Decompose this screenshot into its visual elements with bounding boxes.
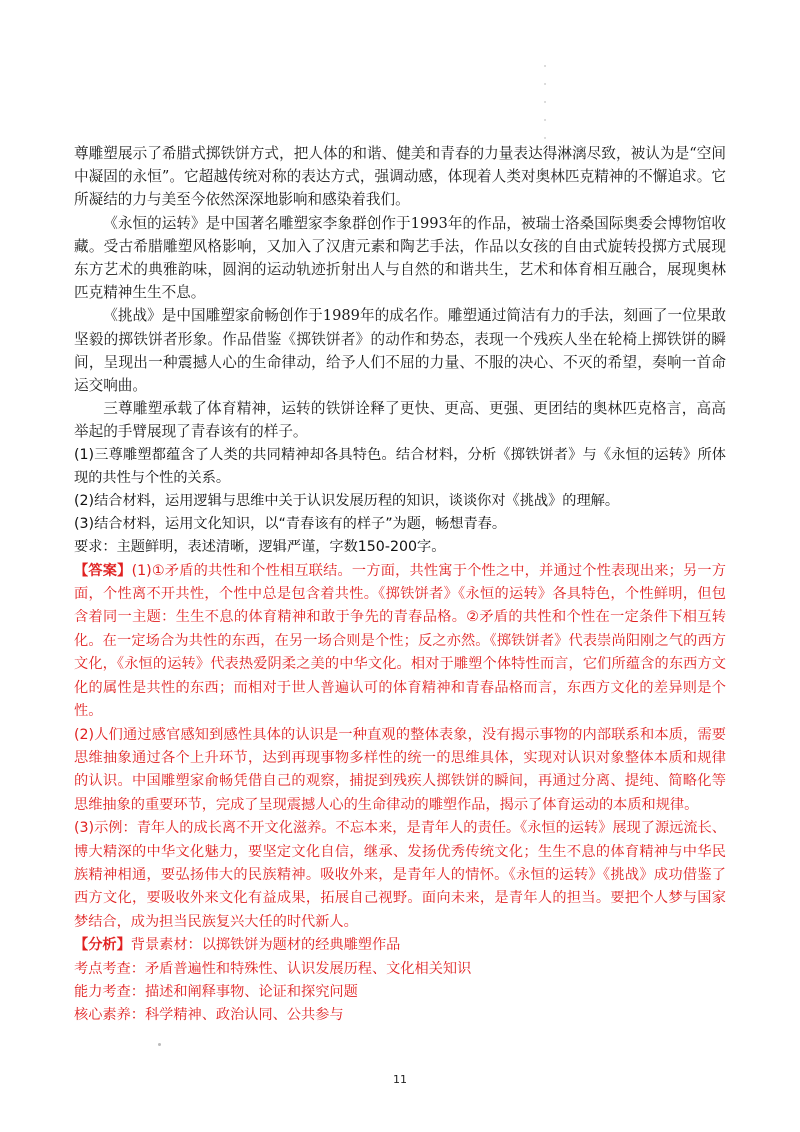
question-1: (1)三尊雕塑都蕴含了人类的共同精神却各具特色。结合材料，分析《掷铁饼者》与《永恒的运转》所体现的共性与个性的关系。 — [74, 446, 726, 486]
analysis-background — [74, 934, 726, 957]
analysis-tag: 【分析】 — [74, 937, 131, 954]
answer-1-text: (1)①矛盾的共性和个性相互联结。一方面，共性寓于个性之中，并通过个性表现出来；另一方面，个性离不开共性，个性中总是包含着共性。《掷铁饼者》《永恒的运转》各具特色，个性鲜明，但包含着同一主题：生生不息的体育精神和敢于争先的青春品格。②矛盾的共性和个性在一定条件下相互转化。在一定场合为共性的东西，在另一场合则是个性；反之亦然。《掷铁饼者》代表崇尚阳刚之气的西方文化，《永恒的运转》代表热爱阴柔之美的中华文化。相对于雕塑个体特性而言，它们所蕴含的东西方文化的属性是共性的东西；而相对于世人普遍认可的体育精神和青春品格而言，东西方文化的差异则是个性。 — [74, 562, 726, 720]
page-number: 11 — [393, 1073, 407, 1086]
answer-1 — [74, 560, 726, 724]
material-paragraph-1: 尊雕塑展示了希腊式掷铁饼方式，把人体的和谐、健美和青春的力量表达得淋漓尽致，被认为是“空间中凝固的永恒”。它超越传统对称的表达方式，强调动感，体现着人类对奥林匹克精神的不懈追求。它所凝结的力与美至今依然深深地影响和感染着我们。 — [74, 145, 726, 209]
question-3: (3)结合材料，运用文化知识，以“青春该有的样子”为题，畅想青春。 — [74, 516, 507, 533]
material-paragraph-2: 《永恒的运转》是中国著名雕塑家李象群创作于1993年的作品，被瑞士洛桑国际奥委会博物馆收藏。受古希腊雕塑风格影响，又加入了汉唐元素和陶艺手法，作品以女孩的自由式旋转投掷方式展现东方艺术的典雅韵味，圆润的运动轨迹折射出人与自然的和谐共生，艺术和体育相互融合，展现奥林匹克精神生生不息。 — [74, 214, 726, 302]
analysis-background-text: 背景素材：以掷铁饼为题材的经典雕塑作品 — [130, 937, 401, 954]
scan-dot — [158, 1043, 161, 1046]
answer-2: (2)人们通过感官感知到感性具体的认识是一种直观的整体表象，没有揭示事物的内部联系和本质，需要思维抽象通过各个上升环节，达到再现事物多样性的统一的思维具体，实现对认识对象整体本质和规律的认识。中国雕塑家俞畅凭借自己的观察，捕捉到残疾人掷铁饼的瞬间，再通过分离、提纯、简略化等思维抽象的重要环节，完成了呈现震撼人心的生命律动的雕塑作品，揭示了体育运动的本质和规律。 — [74, 726, 726, 813]
analysis-literacy: 核心素养：科学精神、政治认同、公共参与 — [74, 1007, 344, 1024]
answer-tag: 【答案】 — [74, 562, 132, 579]
material-paragraph-4: 三尊雕塑承载了体育精神，运转的铁饼诠释了更快、更高、更强、更团结的奥林匹克格言，高高举起的手臂展现了青春该有的样子。 — [74, 400, 726, 441]
analysis-ability: 能力考查：描述和阐释事物、论证和探究问题 — [74, 983, 358, 1000]
binding-dots: · · · · · — [543, 62, 547, 143]
analysis-knowledge: 考点考查：矛盾普遍性和特殊性、认识发展历程、文化相关知识 — [74, 960, 472, 977]
question-2: (2)结合材料，运用逻辑与思维中关于认识发展历程的知识，谈谈你对《挑战》的理解。 — [74, 493, 620, 510]
question-requirement: 要求：主题鲜明，表述清晰，逻辑严谨，字数150-200字。 — [74, 539, 446, 556]
answer-3: (3)示例：青年人的成长离不开文化滋养。不忘本来，是青年人的责任。《永恒的运转》展现了源远流长、博大精深的中华文化魅力，要坚定文化自信，继承、发扬优秀传统文化；生生不息的体育精神与中华民族精神相通，要弘扬伟大的民族精神。吸收外来，是青年人的情怀。《永恒的运转》《挑战》成功借鉴了西方文化，要吸收外来文化有益成果，拓展自己视野。面向未来，是青年人的担当。要把个人梦与国家梦结合，成为担当民族复兴大任的时代新人。 — [74, 820, 726, 930]
material-paragraph-3: 《挑战》是中国雕塑家俞畅创作于1989年的成名作。雕塑通过简洁有力的手法，刻画了一位果敢坚毅的掷铁饼者形象。作品借鉴《掷铁饼者》的动作和势态，表现一个残疾人坐在轮椅上掷铁饼的瞬间，呈现出一种震撼人心的生命律动，给予人们不屈的力量、不服的决心、不灭的希望，奏响一首命运交响曲。 — [74, 307, 726, 395]
content-area — [74, 142, 726, 1028]
